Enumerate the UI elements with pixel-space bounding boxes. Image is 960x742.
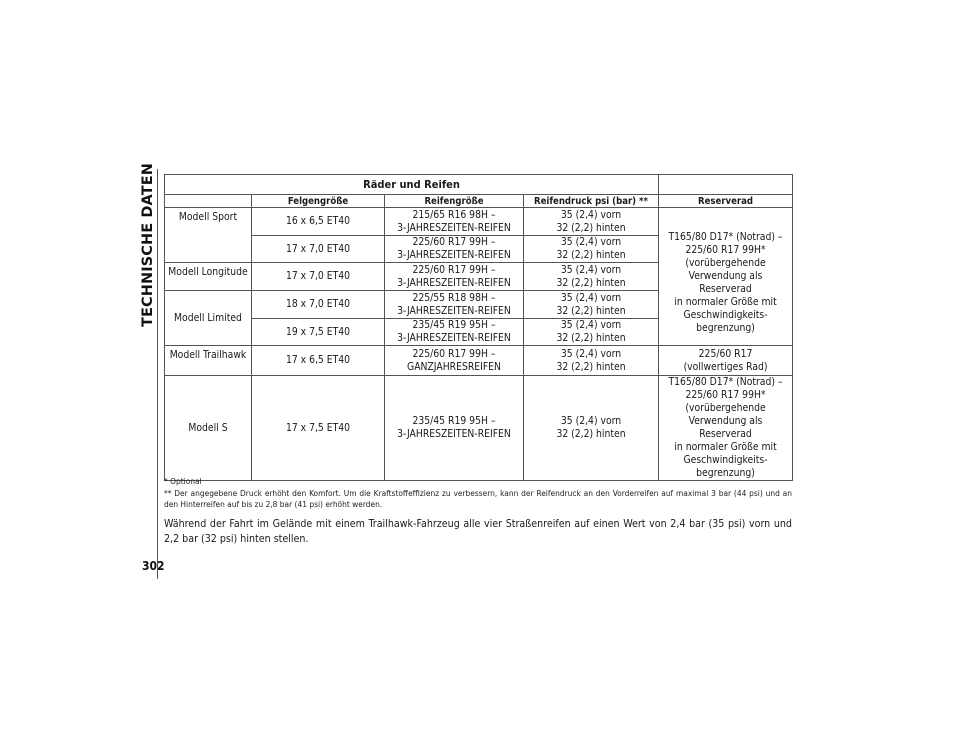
pressure-cell: 35 (2,4) vorn 32 (2,2) hinten — [524, 263, 659, 291]
header-spare-wheel: Reserverad — [659, 195, 793, 208]
page-number: 302 — [142, 559, 165, 573]
pressure-cell: 35 (2,4) vorn 32 (2,2) hinten — [524, 319, 659, 346]
pressure-cell: 35 (2,4) vorn 32 (2,2) hinten — [524, 208, 659, 236]
header-model-empty — [165, 195, 252, 208]
tire-cell: 235/45 R19 95H – 3-JAHRESZEITEN-REIFEN — [385, 376, 524, 481]
tire-cell: 225/60 R17 99H – GANZJAHRESREIFEN — [385, 346, 524, 376]
model-cell: Modell Limited — [165, 291, 252, 346]
model-cell: Modell Sport — [165, 208, 252, 263]
pressure-cell: 35 (2,4) vorn 32 (2,2) hinten — [524, 236, 659, 263]
rim-cell: 17 x 6,5 ET40 — [252, 346, 385, 376]
offroad-paragraph: Während der Fahrt im Gelände mit einem Trailhawk-Fahrzeug alle vier Straßenreifen auf einen Wert von 2,4 bar (35 psi) vorn und 2,2 bar (32 psi) hinten stellen. — [164, 518, 792, 545]
wheels-tires-table — [164, 174, 793, 481]
tire-cell: 225/60 R17 99H – 3-JAHRESZEITEN-REIFEN — [385, 263, 524, 291]
pressure-cell: 35 (2,4) vorn 32 (2,2) hinten — [524, 346, 659, 376]
pressure-cell: 35 (2,4) vorn 32 (2,2) hinten — [524, 376, 659, 481]
model-cell: Modell Trailhawk — [165, 346, 252, 376]
header-rim-size: Felgengröße — [252, 195, 385, 208]
header-tire-size: Reifengröße — [385, 195, 524, 208]
table-row — [165, 376, 793, 481]
model-cell: Modell S — [165, 376, 252, 481]
table-title-empty-cell — [659, 175, 793, 195]
footnote-optional: * Optional — [164, 476, 202, 486]
table-row — [165, 346, 793, 376]
spare-cell-s: T165/80 D17* (Notrad) – 225/60 R17 99H* (vorübergehende Verwendung als Reserverad in normaler Größe mit Geschwindigkeits- begrenzung) — [659, 376, 793, 481]
section-title-text: TECHNISCHE DATEN — [140, 163, 156, 327]
side-divider — [157, 169, 158, 579]
tire-cell: 235/45 R19 95H – 3-JAHRESZEITEN-REIFEN — [385, 319, 524, 346]
rim-cell: 18 x 7,0 ET40 — [252, 291, 385, 319]
rim-cell: 19 x 7,5 ET40 — [252, 319, 385, 346]
tire-cell: 225/60 R17 99H – 3-JAHRESZEITEN-REIFEN — [385, 236, 524, 263]
model-cell: Modell Longitude — [165, 263, 252, 291]
tire-cell: 215/65 R16 98H – 3-JAHRESZEITEN-REIFEN — [385, 208, 524, 236]
header-tire-pressure: Reifendruck psi (bar) ** — [524, 195, 659, 208]
rim-cell: 17 x 7,5 ET40 — [252, 376, 385, 481]
tire-cell: 225/55 R18 98H – 3-JAHRESZEITEN-REIFEN — [385, 291, 524, 319]
footnote-pressure: ** Der angegebene Druck erhöht den Komfort. Um die Kraftstoffeffizienz zu verbessern, kann der Reifendruck an den Vorderreifen auf maximal 3 bar (44 psi) und an den Hinterreifen auf bis zu 2,8 bar (41 psi) erhöht werden. — [164, 488, 792, 509]
rim-cell: 17 x 7,0 ET40 — [252, 236, 385, 263]
rim-cell: 17 x 7,0 ET40 — [252, 263, 385, 291]
rim-cell: 16 x 6,5 ET40 — [252, 208, 385, 236]
spare-cell-main: T165/80 D17* (Notrad) – 225/60 R17 99H* (vorübergehende Verwendung als Reserverad in normaler Größe mit Geschwindigkeits- begrenzung) — [659, 208, 793, 346]
table-title: Räder und Reifen — [165, 175, 659, 195]
table-row — [165, 208, 793, 236]
pressure-cell: 35 (2,4) vorn 32 (2,2) hinten — [524, 291, 659, 319]
spare-cell-trailhawk: 225/60 R17 (vollwertiges Rad) — [659, 346, 793, 376]
